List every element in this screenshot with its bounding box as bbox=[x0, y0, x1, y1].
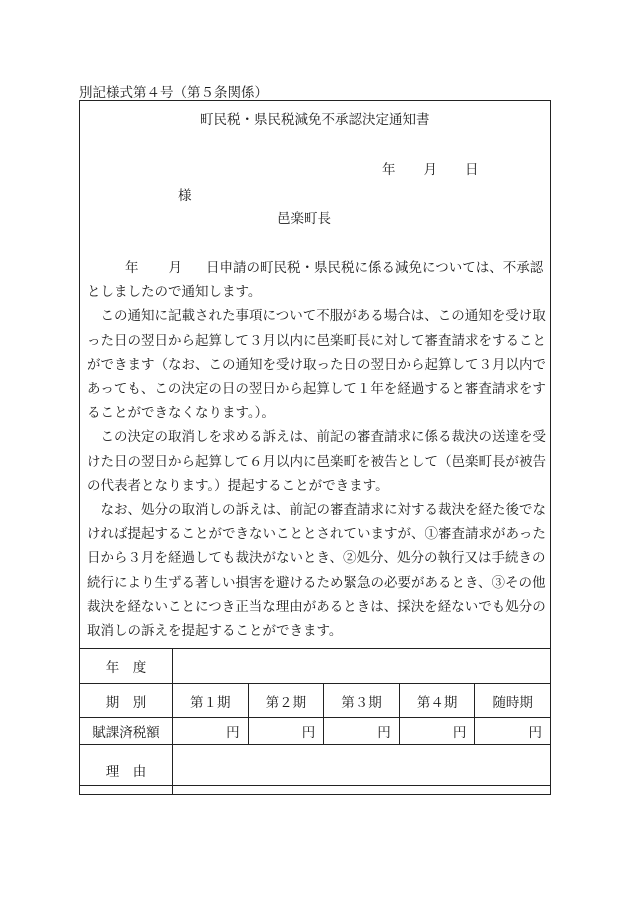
issuer: 邑楽町長 bbox=[277, 211, 331, 227]
table-row-reason bbox=[80, 745, 551, 795]
period-extra: 随時期 bbox=[475, 684, 551, 718]
kibetsu-label: 期 別 bbox=[80, 684, 173, 718]
nendo-value bbox=[173, 649, 551, 684]
body-para-4: なお、処分の取消しの訴えは、前記の審査請求に対する裁決を経た後でなければ提起することができないこととされていますが、①審査請求があった日から３月を経過しても裁決がないとき、②処分、処分の執行又は手続きの続行により生ずる著しい損害を避けるため緊急の必要があるとき、③その他裁決を経ないことにつき正当な理由があるときは、採決を経ないでも処分の取消しの訴えを提起することができます。 bbox=[87, 502, 546, 640]
reason-value bbox=[173, 745, 551, 795]
body-line-1 bbox=[87, 256, 547, 280]
amount-1: 円 bbox=[173, 718, 249, 745]
amount-extra: 円 bbox=[475, 718, 551, 745]
body-para-3: この決定の取消しを求める訴えは、前記の審査請求に係る裁決の送達を受けた日の翌日から起算して６月以内に邑楽町を被告として（邑楽町長が被告の代表者となります。）提起することができます。 bbox=[87, 429, 546, 494]
document-title: 町民税・県民税減免不承認決定通知書 bbox=[200, 112, 430, 128]
date-month: 月 bbox=[423, 162, 437, 178]
amount-4: 円 bbox=[399, 718, 475, 745]
date-line bbox=[382, 158, 479, 178]
notice-body bbox=[87, 256, 547, 643]
period-3: 第３期 bbox=[324, 684, 400, 718]
application-month: 月 bbox=[168, 260, 182, 276]
table-row-amount bbox=[80, 718, 551, 745]
period-4: 第４期 bbox=[399, 684, 475, 718]
amount-3: 円 bbox=[324, 718, 400, 745]
date-year: 年 bbox=[382, 162, 396, 178]
body-para-1-cont: としましたので通知します。 bbox=[87, 284, 262, 301]
period-1: 第１期 bbox=[173, 684, 249, 718]
date-day: 日 bbox=[465, 162, 479, 178]
period-2: 第２期 bbox=[248, 684, 324, 718]
amount-label: 賦課済税額 bbox=[80, 718, 173, 745]
body-para-2: この通知に記載された事項について不服がある場合は、この通知を受け取った日の翌日から起算して３月以内に邑楽町長に対して審査請求をすることができます（なお、この通知を受け取った日の翌日から起算して３月以内であっても、この決定の日の翌日から起算して１年を経過すると審査請求をすることができなくなります。）。 bbox=[87, 308, 546, 422]
amount-2: 円 bbox=[248, 718, 324, 745]
table-row-nendo bbox=[80, 649, 551, 684]
form-number: 別記様式第４号（第５条関係） bbox=[79, 85, 268, 101]
nendo-label: 年 度 bbox=[80, 649, 173, 684]
addressee: 様 bbox=[178, 188, 192, 204]
application-text: 日申請の町民税・県民税に係る減免については、不承認 bbox=[206, 260, 544, 276]
table-row-kibetsu bbox=[80, 684, 551, 718]
application-year: 年 bbox=[125, 260, 139, 276]
reason-label: 理 由 bbox=[80, 745, 173, 795]
tax-table bbox=[79, 648, 551, 795]
